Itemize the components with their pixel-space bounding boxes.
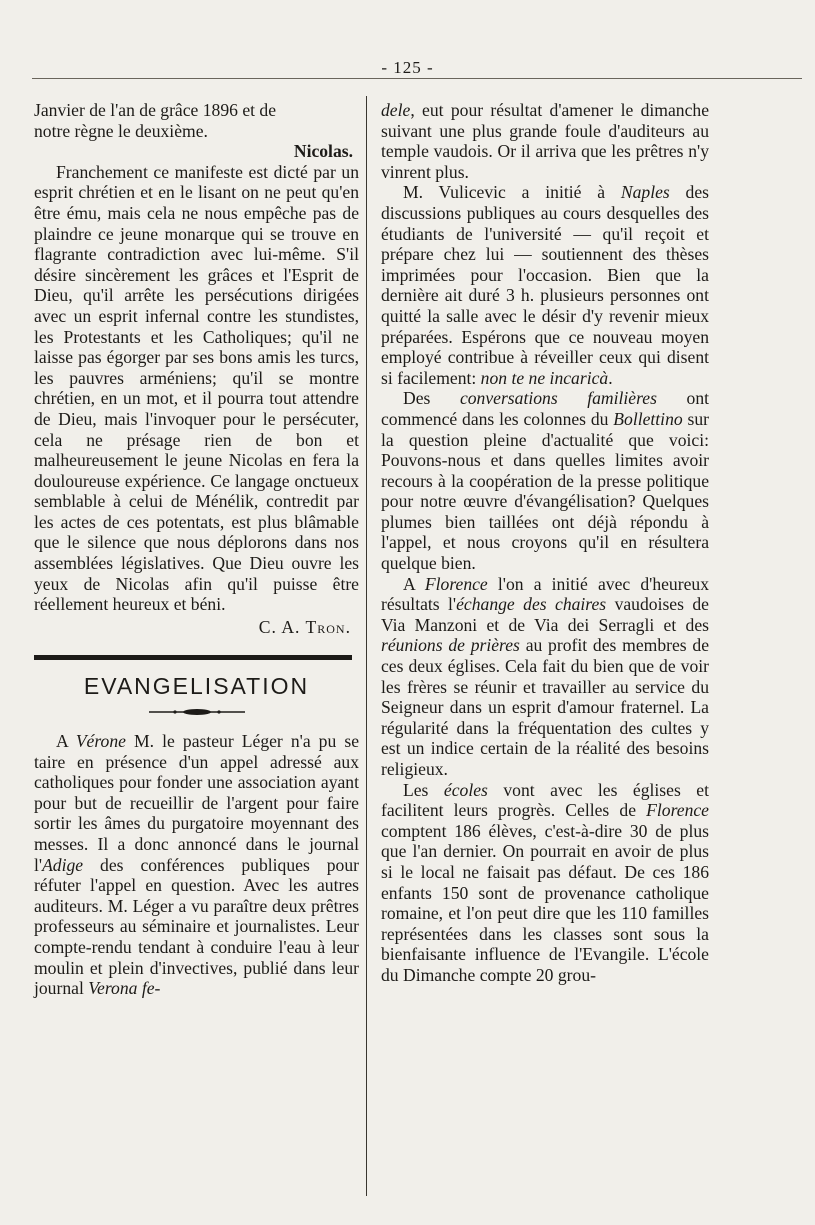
ornament-dash-icon: [147, 707, 247, 717]
verone-text-2: des conférences publiques pour réfuter l'appel en question. Avec les autres auditeurs. M. Léger a vu paraître deux prêtres professeurs au séminaire et journalistes. Leur compte-rendu tendant à conduire l'eau à leur moulin et plein d'invectives, publié dans leur journal: [34, 854, 359, 999]
column-divider: [366, 96, 367, 1196]
paragraph-franchement: Franchement ce manifeste est dicté par un esprit chrétien et en le lisant on ne peut qu'en être ému, mais cela ne nous empêche pas de plaindre ce jeune monarque qui se trouve en flagrante contradiction avec lui-même. S'il désire sincèrement les grâces et l'Esprit de Dieu, qu'il arrête les persécutions dirigées avec un esprit infernal contre les stundistes, les Protestants et les Catholiques; qu'il ne laisse pas égorger par ses bons amis les turcs, les pauvres arméniens; qu'il se montre chrétien, en un mot, et il pourra tout attendre de Dieu, mais l'invoquer pour le persécuter, cela ne présage rien de bon et malheureusement le jeune Nicolas en fera la douloureuse expérience. Ce langage onctueux semblable à celui de Ménélik, contredit par les actes de ces potentats, est plus blâmable que le silence que nous déplorons dans nos assemblées législatives. Que Dieu ouvre les yeux de Nicolas afin qu'il puisse être réellement heureux et béni.: [34, 161, 359, 615]
header-rule: [32, 78, 802, 79]
florence-text-3: vaudoises de Via Manzoni et de Via dei Serragli et des: [381, 594, 709, 635]
florence-text-4: au profit des membres de ces deux églises. Cela fait du bien que de voir les frères se réunir et travailler au service du Seigneur dans un esprit d'amour fraternel. La régularité dans la fréquentation des cultes y est un indice certain de la réalité des besoins religieux.: [381, 635, 709, 779]
ecoles-word: écoles: [443, 779, 488, 800]
verone-text-1: M. le pasteur Léger n'a pu se taire en présence d'un appel adressé aux catholiques pour fonder une association ayant pour but de recueillir de l'argent pour faire sortir les âmes du purgatoire moyennant des messes. Il a donc annoncé dans le journal l': [34, 731, 359, 875]
journal-adige: Adige: [42, 854, 84, 875]
ecoles-florence: Florence: [646, 800, 709, 821]
place-verone: Vérone: [75, 731, 126, 752]
page-number: - 125 -: [381, 58, 434, 77]
place-florence: Florence: [424, 573, 488, 594]
continuation-dele: dele: [381, 100, 411, 120]
paragraph-conversations: [381, 388, 709, 573]
section-rule: [34, 655, 352, 660]
vulicevic-end: .: [608, 367, 613, 388]
opening-line-1: Janvier de l'an de grâce 1896 et de: [34, 100, 277, 120]
right-column: [381, 100, 709, 986]
verone-lead: A: [56, 731, 76, 752]
ecoles-text-2: vont avec les églises et facilitent leurs progrès. Celles de: [381, 779, 709, 821]
vulicevic-text-2: des discussions publiques au cours desquelles des étudiants de l'université — qu'il reçoit et prépare chez lui — soutiennent des thèses imprimées pour l'occasion. Bien que la dernière ait duré 3 h. plusieurs personnes ont quitté la salle avec le désir d'y revenir mieux préparées. Espérons que ce nouveau moyen employé contribue à réveiller ceux qui disent si facilement:: [381, 182, 709, 388]
paragraph-continuation: [381, 100, 709, 182]
journal-verona: Verona fe-: [88, 978, 161, 999]
conversations-phrase: conversations familières: [459, 388, 657, 409]
paragraph-ecoles: [381, 780, 709, 986]
left-column: [34, 100, 359, 999]
florence-text-1: A: [403, 573, 425, 594]
journal-bollettino: Bollettino: [613, 408, 683, 429]
vulicevic-text-1: M. Vulicevic a initié à: [403, 182, 621, 203]
opening-line-2: notre règne le deuxième.: [34, 120, 208, 141]
reunions-de-prieres: réunions de prières: [381, 635, 520, 656]
author-signature: C. A. Tron.: [258, 616, 351, 637]
paragraph-vulicevic: [381, 182, 709, 388]
continuation-text: , eut pour résultat d'amener le dimanche suivant une plus grande foule d'auditeurs au temple vaudois. Or il arriva que les prêtres n'y vinrent plus.: [381, 100, 709, 182]
ecoles-text-3: comptent 186 élèves, c'est-à-dire 30 de plus que l'an dernier. On pourrait en avoir de plus si le local ne faisait pas défaut. De ces 186 enfants 150 sont de provenance catholique romaine, et l'on peut dire que les 110 familles représentées dans les classes sont sous la bienfaisante influence de l'Evangile. L'école du Dimanche compte 20 grou-: [381, 820, 709, 985]
paragraph-verone: [34, 731, 359, 999]
place-naples: Naples: [620, 182, 670, 203]
section-title: EVANGELISATION: [83, 673, 310, 700]
quote-incarica: non te ne incaricà: [480, 367, 609, 388]
conversations-text-1: Des: [403, 388, 460, 409]
ecoles-text-1: Les: [403, 779, 444, 800]
florence-text-2: l'on a initié avec d'heureux résultats l': [381, 573, 709, 615]
conversations-text-3: sur la question pleine d'actualité que voici: Pouvons-nous et dans quelles limites avoir recours à la coopération de la presse politique pour notre œuvre d'évangélisation? Quelques plumes bien taillées ont déjà répondu à l'appel, et nous croyons qu'il en résultera quelque bien.: [381, 408, 710, 574]
conversations-text-2: ont commencé dans les colonnes du: [381, 388, 710, 429]
signature-nicolas: Nicolas.: [293, 141, 353, 162]
paragraph-florence: [381, 574, 709, 780]
echange-des-chaires: échange des chaires: [456, 594, 607, 615]
